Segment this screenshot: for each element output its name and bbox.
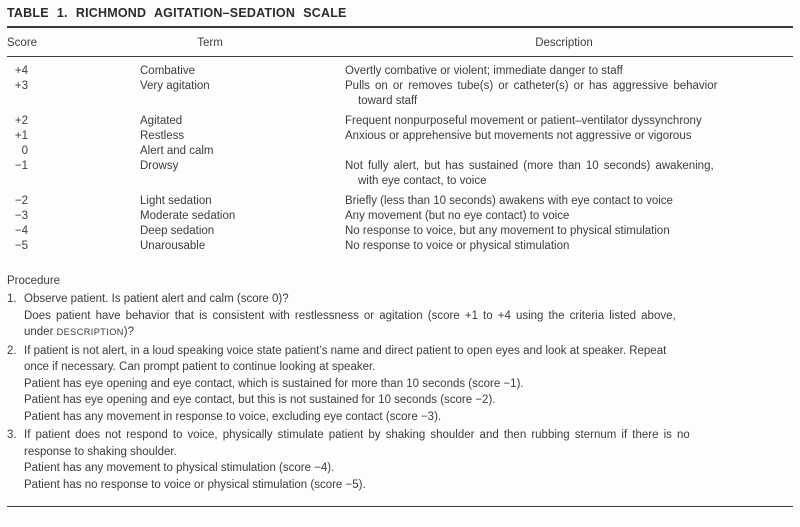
description-line: No response to voice, but any movement to physical stimulation xyxy=(345,225,670,237)
description-cell xyxy=(345,64,793,79)
text-segment: )? xyxy=(123,326,135,338)
term-cell: Unarousable xyxy=(140,240,206,252)
description-cell xyxy=(345,159,793,194)
procedure-item-body xyxy=(24,291,793,341)
procedure-item-body xyxy=(24,427,793,493)
procedure-line: If patient is not alert, in a loud speaking voice state patient’s name and direct patient to open eyes and look at speaker. Repeat xyxy=(24,344,667,357)
procedure-line: Patient has eye opening and eye contact, but this is not sustained for 10 seconds (score −2). xyxy=(24,394,496,406)
table-header-row xyxy=(7,28,793,56)
bottom-rule xyxy=(7,506,793,507)
term-cell: Light sedation xyxy=(140,195,212,207)
description-line: Briefly (less than 10 seconds) awakens with eye contact to voice xyxy=(345,195,673,207)
procedure-line: If patient does not respond to voice, physically stimulate patient by shaking shoulder and then rubbing sternum if there is no xyxy=(24,429,690,441)
procedure-item xyxy=(7,427,793,493)
table-row xyxy=(7,239,793,254)
procedure-item-number: 3. xyxy=(7,429,17,441)
description-cell xyxy=(345,144,793,159)
description-cell xyxy=(345,129,793,144)
score-cell: −4 xyxy=(14,225,28,237)
description-cell xyxy=(345,224,793,239)
procedure-line: Observe patient. Is patient alert and calm (score 0)? xyxy=(24,293,289,305)
term-cell: Moderate sedation xyxy=(140,210,236,222)
score-cell: 0 xyxy=(21,145,28,157)
procedure-line: once if necessary. Can prompt patient to continue looking at speaker. xyxy=(24,361,376,373)
term-cell: Deep sedation xyxy=(140,225,215,237)
rass-table-body xyxy=(7,57,793,254)
procedure-item xyxy=(7,343,793,426)
table-row xyxy=(7,114,793,129)
table-title: TABLE 1. RICHMOND AGITATION–SEDATION SCALE xyxy=(7,6,347,20)
description-cell xyxy=(345,79,793,114)
column-header-description: Description xyxy=(535,37,593,49)
procedure-line: Patient has any movement in response to voice, excluding eye contact (score −3). xyxy=(24,410,442,423)
table-row xyxy=(7,224,793,239)
description-cell xyxy=(345,194,793,209)
description-line: toward staff xyxy=(358,95,418,107)
procedure-line: Does patient have behavior that is consistent with restlessness or agitation (score +1 to +4 using the criteria listed above, xyxy=(24,309,676,322)
term-cell: Very agitation xyxy=(140,80,210,92)
score-cell: −5 xyxy=(14,240,28,252)
description-line: Frequent nonpurposeful movement or patient–ventilator dyssynchrony xyxy=(345,115,702,127)
description-cell xyxy=(345,239,793,254)
table-row xyxy=(7,209,793,224)
description-line: Overtly combative or violent; immediate danger to staff xyxy=(345,65,623,77)
term-cell: Combative xyxy=(140,65,195,77)
term-cell: Agitated xyxy=(140,115,183,127)
procedure-line: response to shaking shoulder. xyxy=(24,445,177,458)
text-segment: under xyxy=(24,326,57,338)
procedure-heading: Procedure xyxy=(7,275,61,287)
score-cell: −1 xyxy=(14,160,28,172)
score-cell: −3 xyxy=(14,210,28,222)
score-cell: −2 xyxy=(14,195,28,207)
table-row xyxy=(7,129,793,144)
column-header-term: Term xyxy=(197,37,223,49)
table-row xyxy=(7,144,793,159)
procedure-list xyxy=(7,291,793,493)
description-line: Not fully alert, but has sustained (more than 10 seconds) awakening, xyxy=(345,160,714,172)
description-line: with eye contact, to voice xyxy=(358,175,487,187)
score-cell: +1 xyxy=(14,130,28,142)
score-cell: +2 xyxy=(14,115,28,127)
procedure-item-number: 2. xyxy=(7,344,17,357)
description-line: Anxious or apprehensive but movements not aggressive or vigorous xyxy=(345,130,692,142)
table-row xyxy=(7,194,793,209)
smallcaps-text: DESCRIPTION xyxy=(56,327,124,337)
score-cell: +4 xyxy=(14,65,28,77)
procedure-item xyxy=(7,291,793,341)
table-row xyxy=(7,64,793,79)
procedure-line xyxy=(24,324,793,341)
description-line: Pulls on or removes tube(s) or catheter(s) or has aggressive behavior xyxy=(345,80,718,92)
description-line: No response to voice or physical stimulation xyxy=(345,240,570,252)
term-cell: Drowsy xyxy=(140,160,179,172)
procedure-line: Patient has eye opening and eye contact, which is sustained for more than 10 seconds (score −1). xyxy=(24,377,524,390)
description-cell xyxy=(345,114,793,129)
description-line: Any movement (but no eye contact) to voice xyxy=(345,210,570,222)
table-row xyxy=(7,79,793,114)
procedure-item-number: 1. xyxy=(7,293,17,305)
term-cell: Alert and calm xyxy=(140,145,214,157)
description-cell xyxy=(345,209,793,224)
table-row xyxy=(7,159,793,194)
score-cell: +3 xyxy=(14,80,28,92)
column-header-score: Score xyxy=(7,37,38,49)
term-cell: Restless xyxy=(140,130,185,142)
procedure-item-body xyxy=(24,343,793,426)
procedure-line: Patient has no response to voice or physical stimulation (score −5). xyxy=(24,478,366,491)
procedure-line: Patient has any movement to physical stimulation (score −4). xyxy=(24,462,335,474)
